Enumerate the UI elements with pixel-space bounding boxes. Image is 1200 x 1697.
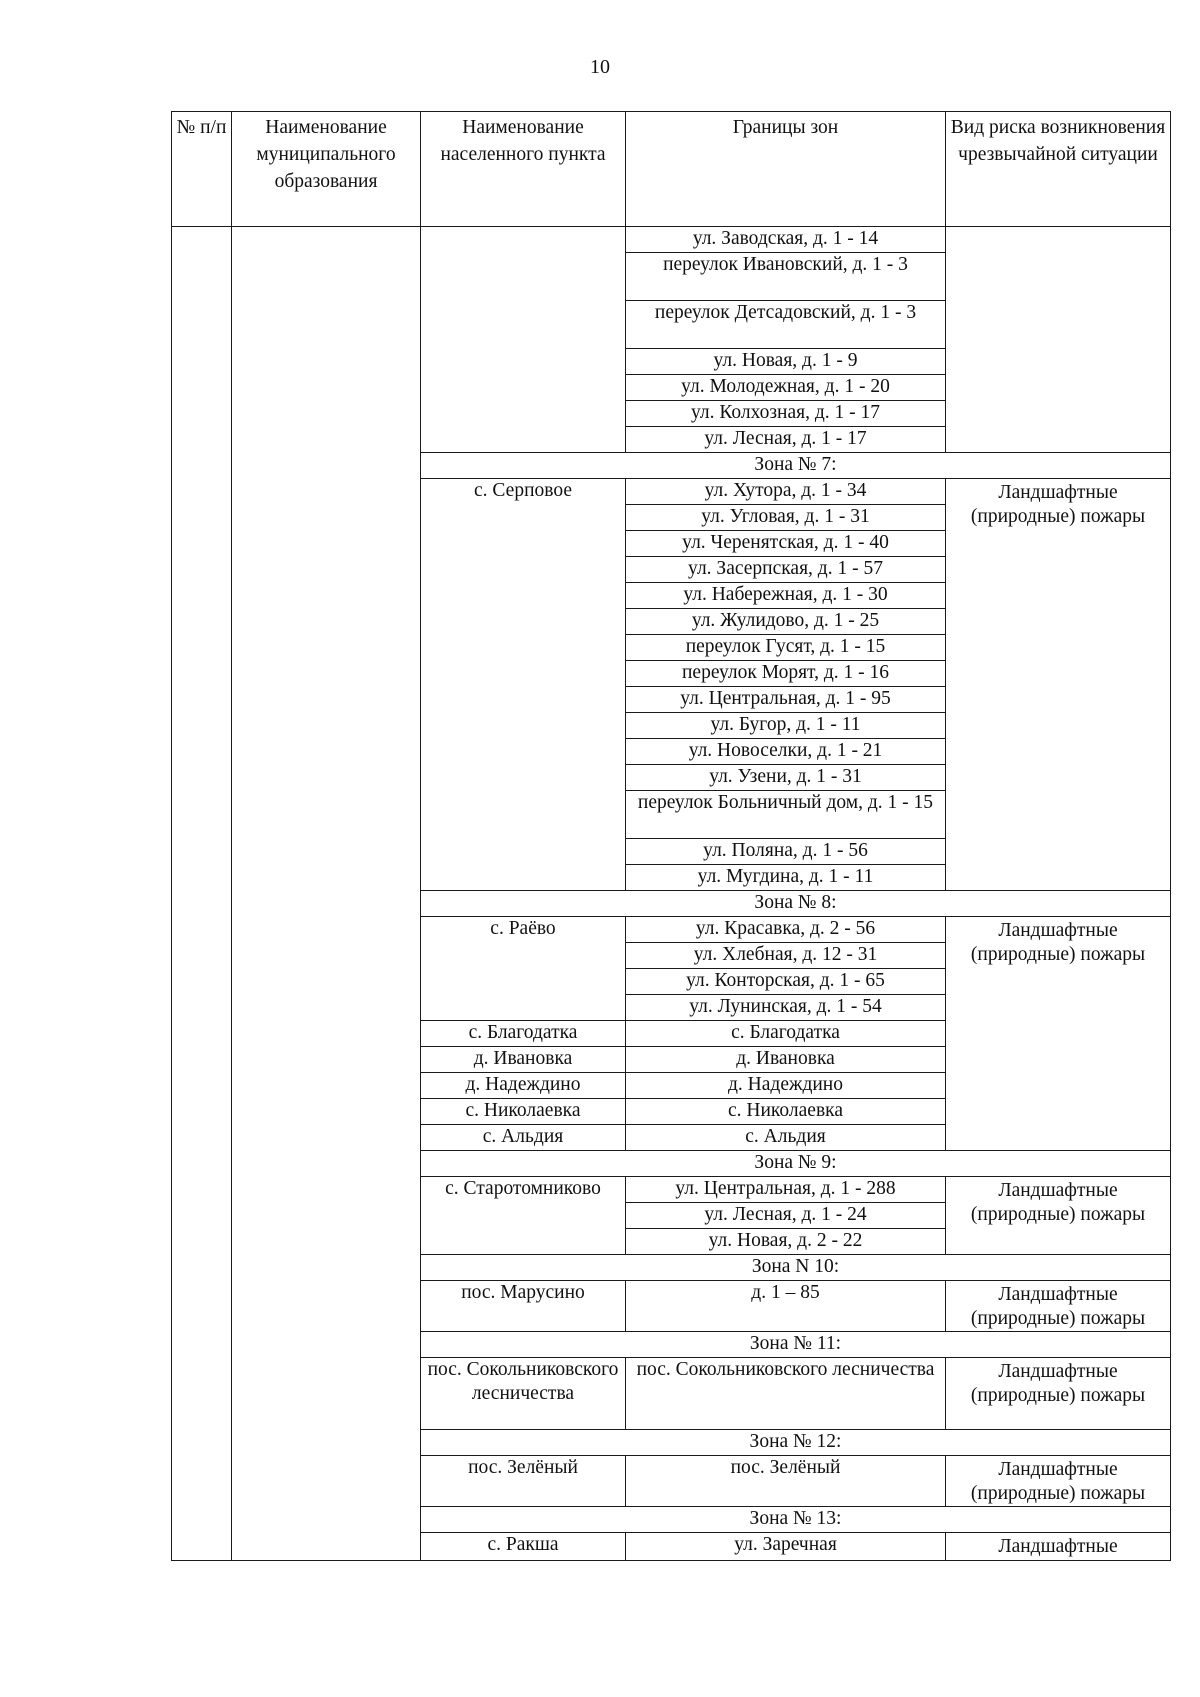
- zone-border-cell: ул. Заводская, д. 1 - 14: [626, 227, 946, 253]
- zone-border-cell: ул. Новоселки, д. 1 - 21: [626, 739, 946, 765]
- table-header-row: [172, 112, 1171, 227]
- zone-border-cell: ул. Новая, д. 2 - 22: [626, 1229, 946, 1255]
- zone-border-cell: ул. Центральная, д. 1 - 95: [626, 687, 946, 713]
- zone-border-cell: ул. Хутора, д. 1 - 34: [626, 479, 946, 505]
- header-zone-borders: Границы зон: [626, 112, 946, 227]
- zone-border-cell: переулок Гусят, д. 1 - 15: [626, 635, 946, 661]
- settlement-cell: [421, 227, 626, 453]
- zone-border-cell: ул. Хлебная, д. 12 - 31: [626, 943, 946, 969]
- zone-title: Зона № 7:: [421, 453, 1171, 479]
- header-risk-type: Вид риска возникновения чрезвычайной ситуации: [946, 112, 1171, 227]
- zone-border-cell: д. Ивановка: [626, 1047, 946, 1073]
- risk-cell: Ландшафтные: [946, 1533, 1171, 1561]
- zone-title: Зона № 12:: [421, 1430, 1171, 1456]
- zone-border-cell: д. 1 – 85: [626, 1281, 946, 1332]
- risk-cell: Ландшафтные (природные) пожары: [946, 479, 1171, 891]
- table-body: [172, 227, 1171, 1561]
- zone-border-cell: ул. Лесная, д. 1 - 17: [626, 427, 946, 453]
- zone-border-cell: ул. Черенятская, д. 1 - 40: [626, 531, 946, 557]
- zone-border-cell: ул. Лунинская, д. 1 - 54: [626, 995, 946, 1021]
- zone-border-cell: ул. Набережная, д. 1 - 30: [626, 583, 946, 609]
- num-cell: [172, 227, 232, 1561]
- municipality-cell: [232, 227, 421, 1561]
- zone-border-cell: с. Николаевка: [626, 1099, 946, 1125]
- page-number: 10: [590, 56, 610, 78]
- settlement-cell: с. Старотомниково: [421, 1177, 626, 1255]
- zone-border-cell: переулок Детсадовский, д. 1 - 3: [626, 301, 946, 349]
- table-row: [172, 227, 1171, 253]
- zone-border-cell: ул. Заречная: [626, 1533, 946, 1561]
- zone-border-cell: ул. Конторская, д. 1 - 65: [626, 969, 946, 995]
- settlement-cell: с. Раёво: [421, 917, 626, 1021]
- zone-border-cell: ул. Новая, д. 1 - 9: [626, 349, 946, 375]
- zone-border-cell: ул. Бугор, д. 1 - 11: [626, 713, 946, 739]
- risk-cell: Ландшафтные (природные) пожары: [946, 1177, 1171, 1255]
- zone-border-cell: пос. Зелёный: [626, 1456, 946, 1507]
- settlement-cell: с. Николаевка: [421, 1099, 626, 1125]
- risk-cell: Ландшафтные (природные) пожары: [946, 1281, 1171, 1332]
- zone-title: Зона № 9:: [421, 1151, 1171, 1177]
- zone-border-cell: ул. Красавка, д. 2 - 56: [626, 917, 946, 943]
- zone-border-cell: переулок Больничный дом, д. 1 - 15: [626, 791, 946, 839]
- zone-title: Зона № 13:: [421, 1507, 1171, 1533]
- zone-border-cell: ул. Колхозная, д. 1 - 17: [626, 401, 946, 427]
- settlement-cell: с. Серповое: [421, 479, 626, 891]
- header-settlement: Наименование населенного пункта: [421, 112, 626, 227]
- zone-border-cell: ул. Засерпская, д. 1 - 57: [626, 557, 946, 583]
- settlement-cell: пос. Зелёный: [421, 1456, 626, 1507]
- zone-border-cell: пос. Сокольниковского лесничества: [626, 1358, 946, 1430]
- risk-cell: Ландшафтные (природные) пожары: [946, 917, 1171, 1151]
- zone-border-cell: ул. Узени, д. 1 - 31: [626, 765, 946, 791]
- settlement-cell: пос. Сокольниковского лесничества: [421, 1358, 626, 1430]
- zone-title: Зона № 8:: [421, 891, 1171, 917]
- zone-border-cell: ул. Жулидово, д. 1 - 25: [626, 609, 946, 635]
- zone-title: Зона № 11:: [421, 1332, 1171, 1358]
- zone-title: Зона N 10:: [421, 1255, 1171, 1281]
- zone-border-cell: переулок Ивановский, д. 1 - 3: [626, 253, 946, 301]
- settlement-cell: с. Альдия: [421, 1125, 626, 1151]
- settlement-cell: д. Ивановка: [421, 1047, 626, 1073]
- zone-border-cell: ул. Молодежная, д. 1 - 20: [626, 375, 946, 401]
- zone-border-cell: д. Надеждино: [626, 1073, 946, 1099]
- zone-border-cell: переулок Морят, д. 1 - 16: [626, 661, 946, 687]
- zone-border-cell: ул. Центральная, д. 1 - 288: [626, 1177, 946, 1203]
- zone-border-cell: с. Благодатка: [626, 1021, 946, 1047]
- zone-border-cell: ул. Поляна, д. 1 - 56: [626, 839, 946, 865]
- header-municipality: Наименование муниципального образования: [232, 112, 421, 227]
- risk-cell: Ландшафтные (природные) пожары: [946, 1358, 1171, 1430]
- settlement-cell: с. Благодатка: [421, 1021, 626, 1047]
- settlement-cell: пос. Марусино: [421, 1281, 626, 1332]
- zone-border-cell: ул. Лесная, д. 1 - 24: [626, 1203, 946, 1229]
- settlement-cell: с. Ракша: [421, 1533, 626, 1561]
- risk-cell: [946, 227, 1171, 453]
- header-num: № п/п: [172, 112, 232, 227]
- zone-border-cell: ул. Мугдина, д. 1 - 11: [626, 865, 946, 891]
- risk-cell: Ландшафтные (природные) пожары: [946, 1456, 1171, 1507]
- zones-table: [171, 111, 1171, 1561]
- zone-border-cell: ул. Угловая, д. 1 - 31: [626, 505, 946, 531]
- zone-border-cell: с. Альдия: [626, 1125, 946, 1151]
- settlement-cell: д. Надеждино: [421, 1073, 626, 1099]
